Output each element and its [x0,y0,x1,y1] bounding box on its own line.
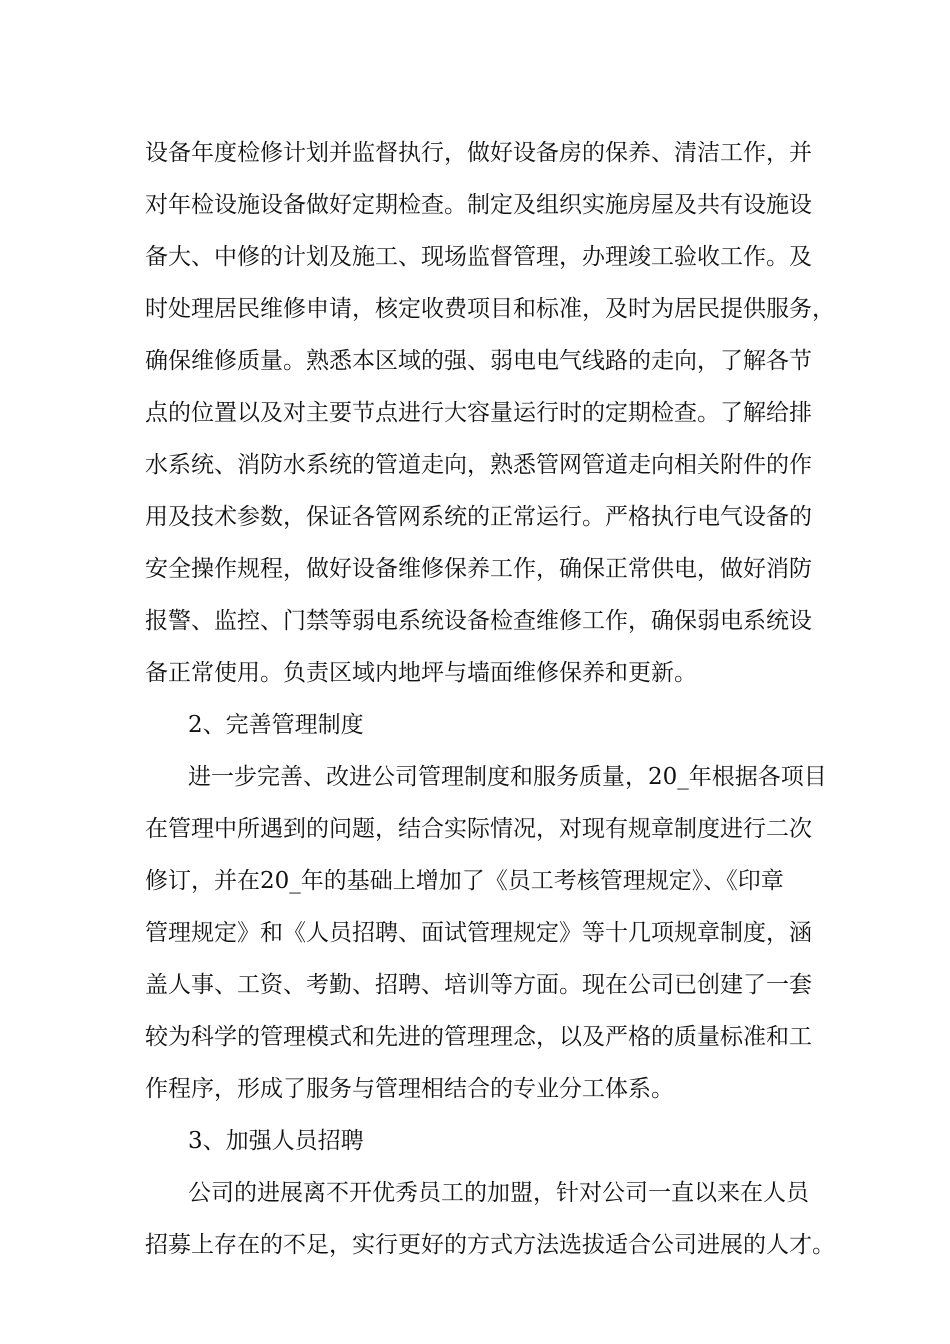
text-line: 水系统、消防水系统的管道走向，熟悉管网管道走向相关附件的作 [145,452,812,478]
paragraph-start-line: 3、加强人员招聘 [188,1128,364,1154]
paragraph-start-line: 公司的进展离不开优秀员工的加盟，针对公司一直以来在人员 [188,1180,809,1206]
text-line: 较为科学的管理模式和先进的管理理念，以及严格的质量标准和工 [145,1024,812,1050]
text-line: 备大、中修的计划及施工、现场监督管理，办理竣工验收工作。及 [145,244,812,270]
text-line: 设备年度检修计划并监督执行，做好设备房的保养、清洁工作，并 [145,140,812,166]
body-text [145,127,835,1271]
text-line: 作程序，形成了服务与管理相结合的专业分工体系。 [145,1076,674,1102]
text-line: 点的位置以及对主要节点进行大容量运行时的定期检查。了解给排 [145,400,812,426]
text-line: 用及技术参数，保证各管网系统的正常运行。严格执行电气设备的 [145,504,812,530]
text-line: 备正常使用。负责区域内地坪与墙面维修保养和更新。 [145,660,697,686]
text-line: 招募上存在的不足，实行更好的方式方法选拔适合公司进展的人才。 [145,1232,835,1258]
text-line: 修订，并在20_年的基础上增加了《员工考核管理规定》、《印章 [145,868,784,894]
text-line: 时处理居民维修申请，核定收费项目和标准，及时为居民提供服务， [145,296,835,322]
text-line: 在管理中所遇到的问题，结合实际情况，对现有规章制度进行二次 [145,816,812,842]
text-line: 管理规定》和《人员招聘、面试管理规定》等十几项规章制度，涵 [145,920,812,946]
paragraph-start-line: 2、完善管理制度 [188,712,364,738]
text-line: 对年检设施设备做好定期检查。制定及组织实施房屋及共有设施设 [145,192,812,218]
text-line: 盖人事、工资、考勤、招聘、培训等方面。现在公司已创建了一套 [145,972,812,998]
text-line: 报警、监控、门禁等弱电系统设备检查维修工作，确保弱电系统设 [145,608,812,634]
paragraph-start-line: 进一步完善、改进公司管理制度和服务质量，20_年根据各项目 [188,764,827,790]
text-line: 确保维修质量。熟悉本区域的强、弱电电气线路的走向，了解各节 [145,348,812,374]
text-line: 安全操作规程，做好设备维修保养工作，确保正常供电，做好消防 [145,556,812,582]
